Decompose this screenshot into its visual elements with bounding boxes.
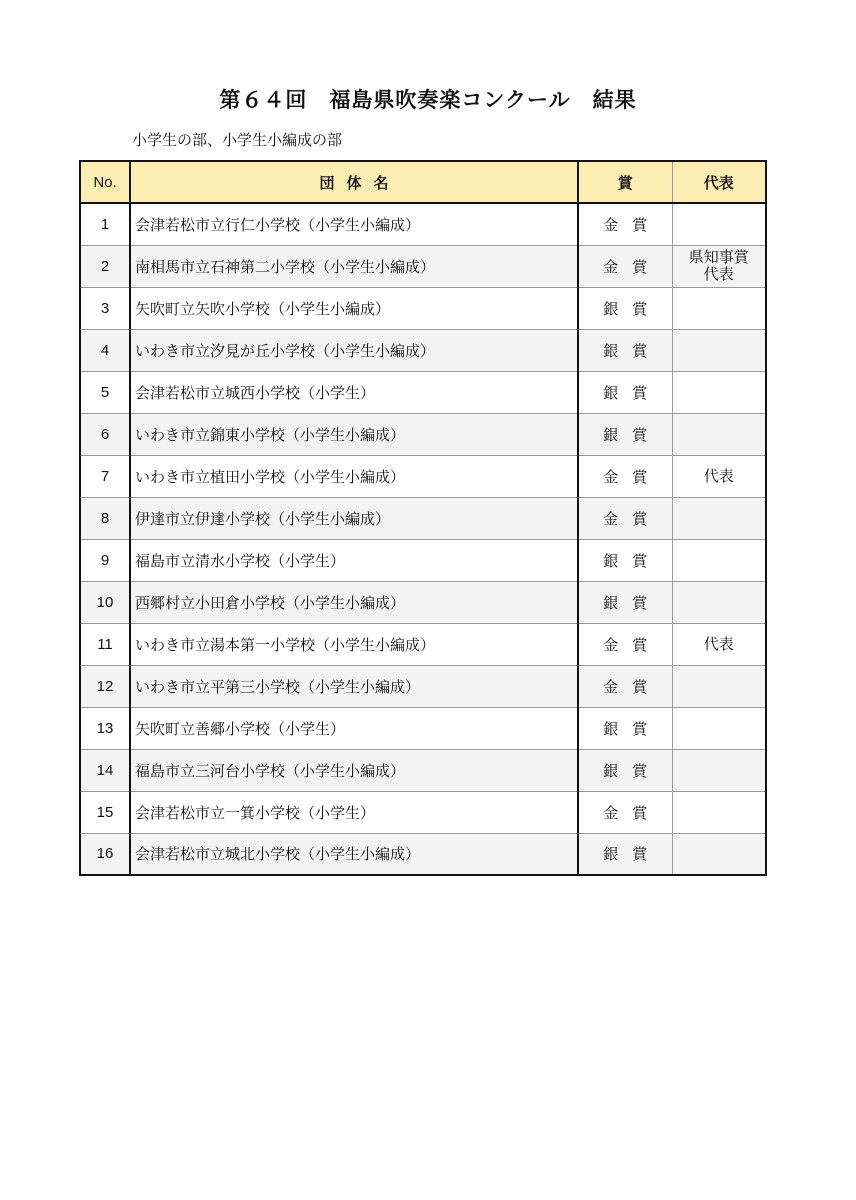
header-representative: 代表 <box>672 161 766 203</box>
prize-cell: 金賞 <box>578 623 672 665</box>
table-row <box>80 833 766 875</box>
representative-cell <box>672 497 766 539</box>
table-row <box>80 623 766 665</box>
table-row <box>80 581 766 623</box>
prize-cell: 銀賞 <box>578 539 672 581</box>
row-number: 5 <box>80 371 130 413</box>
group-name: いわき市立植田小学校（小学生小編成） <box>130 455 578 497</box>
group-name: 会津若松市立城北小学校（小学生小編成） <box>130 833 578 875</box>
table-row <box>80 749 766 791</box>
row-number: 15 <box>80 791 130 833</box>
group-name: 矢吹町立善郷小学校（小学生） <box>130 707 578 749</box>
header-no: No. <box>80 161 130 203</box>
row-number: 3 <box>80 287 130 329</box>
group-name: 南相馬市立石神第二小学校（小学生小編成） <box>130 245 578 287</box>
row-number: 7 <box>80 455 130 497</box>
row-number: 14 <box>80 749 130 791</box>
representative-cell <box>672 665 766 707</box>
group-name: いわき市立平第三小学校（小学生小編成） <box>130 665 578 707</box>
table-row <box>80 707 766 749</box>
group-name: 伊達市立伊達小学校（小学生小編成） <box>130 497 578 539</box>
header-name: 団体名 <box>130 161 578 203</box>
table-row <box>80 329 766 371</box>
table-row <box>80 455 766 497</box>
row-number: 12 <box>80 665 130 707</box>
prize-cell: 金賞 <box>578 791 672 833</box>
prize-cell: 銀賞 <box>578 371 672 413</box>
table-row <box>80 497 766 539</box>
representative-cell <box>672 539 766 581</box>
results-table <box>79 160 767 876</box>
header-prize: 賞 <box>578 161 672 203</box>
representative-cell: 代表 <box>672 455 766 497</box>
group-name: 西郷村立小田倉小学校（小学生小編成） <box>130 581 578 623</box>
representative-cell: 代表 <box>672 623 766 665</box>
representative-cell: 県知事賞 代表 <box>672 245 766 287</box>
prize-cell: 銀賞 <box>578 581 672 623</box>
group-name: 福島市立三河台小学校（小学生小編成） <box>130 749 578 791</box>
prize-cell: 金賞 <box>578 497 672 539</box>
group-name: 矢吹町立矢吹小学校（小学生小編成） <box>130 287 578 329</box>
prize-cell: 金賞 <box>578 203 672 245</box>
row-number: 2 <box>80 245 130 287</box>
page-title: 第６４回 福島県吹奏楽コンクール 結果 <box>219 88 637 112</box>
prize-cell: 金賞 <box>578 665 672 707</box>
prize-cell: 銀賞 <box>578 287 672 329</box>
table-row <box>80 245 766 287</box>
prize-cell: 銀賞 <box>578 707 672 749</box>
group-name: 会津若松市立一箕小学校（小学生） <box>130 791 578 833</box>
representative-cell <box>672 371 766 413</box>
prize-cell: 金賞 <box>578 455 672 497</box>
group-name: いわき市立錦東小学校（小学生小編成） <box>130 413 578 455</box>
row-number: 4 <box>80 329 130 371</box>
representative-cell <box>672 287 766 329</box>
table-row <box>80 413 766 455</box>
header-row <box>80 161 766 203</box>
group-name: いわき市立湯本第一小学校（小学生小編成） <box>130 623 578 665</box>
representative-cell <box>672 203 766 245</box>
representative-cell <box>672 833 766 875</box>
table-row <box>80 287 766 329</box>
group-name: 会津若松市立城西小学校（小学生） <box>130 371 578 413</box>
representative-cell <box>672 413 766 455</box>
prize-cell: 金賞 <box>578 245 672 287</box>
row-number: 16 <box>80 833 130 875</box>
group-name: 福島市立清水小学校（小学生） <box>130 539 578 581</box>
row-number: 11 <box>80 623 130 665</box>
representative-cell <box>672 749 766 791</box>
results-body <box>80 203 766 875</box>
prize-cell: 銀賞 <box>578 413 672 455</box>
prize-cell: 銀賞 <box>578 329 672 371</box>
group-name: いわき市立汐見が丘小学校（小学生小編成） <box>130 329 578 371</box>
table-row <box>80 791 766 833</box>
representative-cell <box>672 707 766 749</box>
row-number: 9 <box>80 539 130 581</box>
group-name: 会津若松市立行仁小学校（小学生小編成） <box>130 203 578 245</box>
table-row <box>80 539 766 581</box>
row-number: 8 <box>80 497 130 539</box>
table-row <box>80 203 766 245</box>
section-subtitle: 小学生の部、小学生小編成の部 <box>132 131 343 149</box>
row-number: 13 <box>80 707 130 749</box>
representative-cell <box>672 329 766 371</box>
table-row <box>80 371 766 413</box>
row-number: 6 <box>80 413 130 455</box>
row-number: 10 <box>80 581 130 623</box>
table-row <box>80 665 766 707</box>
prize-cell: 銀賞 <box>578 833 672 875</box>
prize-cell: 銀賞 <box>578 749 672 791</box>
representative-cell <box>672 791 766 833</box>
row-number: 1 <box>80 203 130 245</box>
representative-cell <box>672 581 766 623</box>
